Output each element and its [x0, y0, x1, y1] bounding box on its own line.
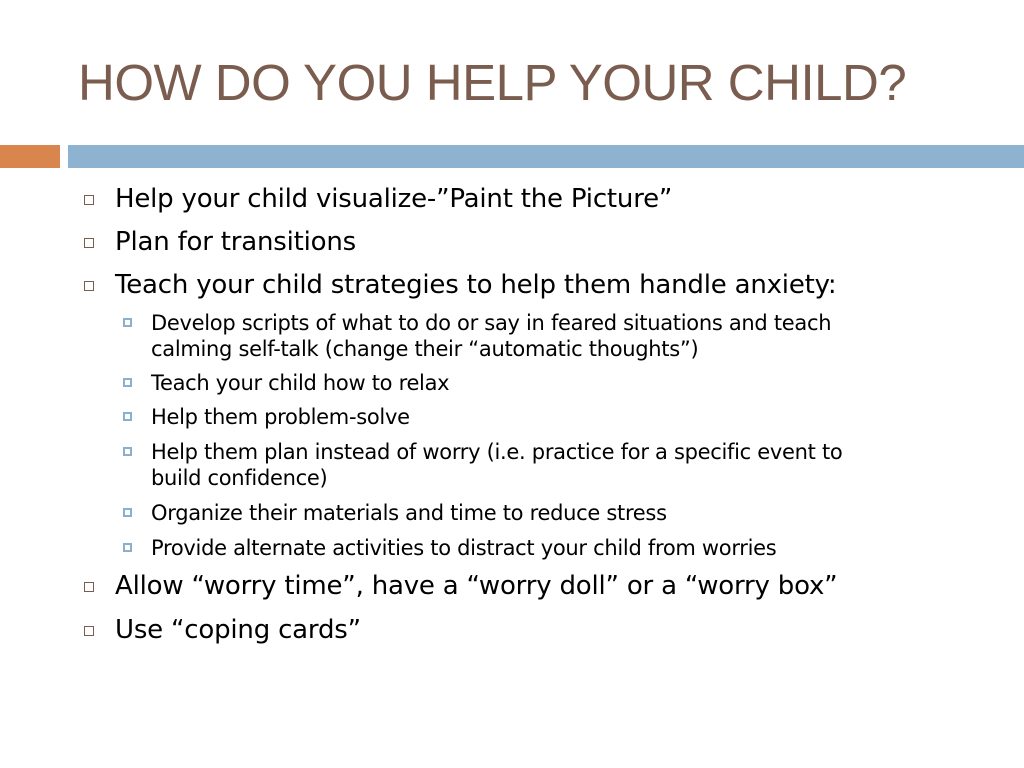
sub-bullet-square-icon	[123, 508, 132, 517]
bullet-item: Allow “worry time”, have a “worry doll” or a “worry box”	[115, 571, 838, 601]
hollow-square-bullet-icon	[84, 238, 94, 248]
sub-bullet-square-icon	[123, 543, 132, 552]
sub-bullet-item	[151, 439, 981, 491]
bullet-item: Teach your child strategies to help them handle anxiety:	[115, 270, 837, 300]
sub-bullet-line: Provide alternate activities to distract your child from worries	[151, 536, 777, 560]
sub-bullet-line: build confidence)	[151, 466, 328, 490]
sub-bullet-square-icon	[123, 412, 132, 421]
bullet-item: Help your child visualize-”Paint the Picture”	[115, 184, 673, 214]
hollow-square-bullet-icon	[84, 582, 94, 592]
sub-bullet-item	[151, 310, 981, 362]
sub-bullet-square-icon	[123, 447, 132, 456]
sub-bullet-item	[151, 535, 981, 561]
sub-bullet-line: calming self-talk (change their “automatic thoughts”)	[151, 337, 699, 361]
hollow-square-bullet-icon	[84, 281, 94, 291]
sub-bullet-line: Develop scripts of what to do or say in feared situations and teach	[151, 311, 832, 335]
sub-bullet-square-icon	[123, 378, 132, 387]
sub-bullet-line: Help them plan instead of worry (i.e. practice for a specific event to	[151, 440, 843, 464]
sub-bullet-line: Teach your child how to relax	[151, 371, 450, 395]
sub-bullet-line: Organize their materials and time to reduce stress	[151, 501, 667, 525]
sub-bullet-square-icon	[123, 318, 132, 327]
hollow-square-bullet-icon	[84, 626, 94, 636]
bullet-item: Use “coping cards”	[115, 615, 361, 645]
hollow-square-bullet-icon	[84, 195, 94, 205]
slide-title: HOW DO YOU HELP YOUR CHILD?	[78, 54, 907, 111]
sub-bullet-item	[151, 500, 981, 526]
bullet-item: Plan for transitions	[115, 227, 357, 257]
sub-bullet-line: Help them problem-solve	[151, 405, 410, 429]
sub-bullet-item	[151, 370, 981, 396]
sub-bullet-item	[151, 404, 981, 430]
